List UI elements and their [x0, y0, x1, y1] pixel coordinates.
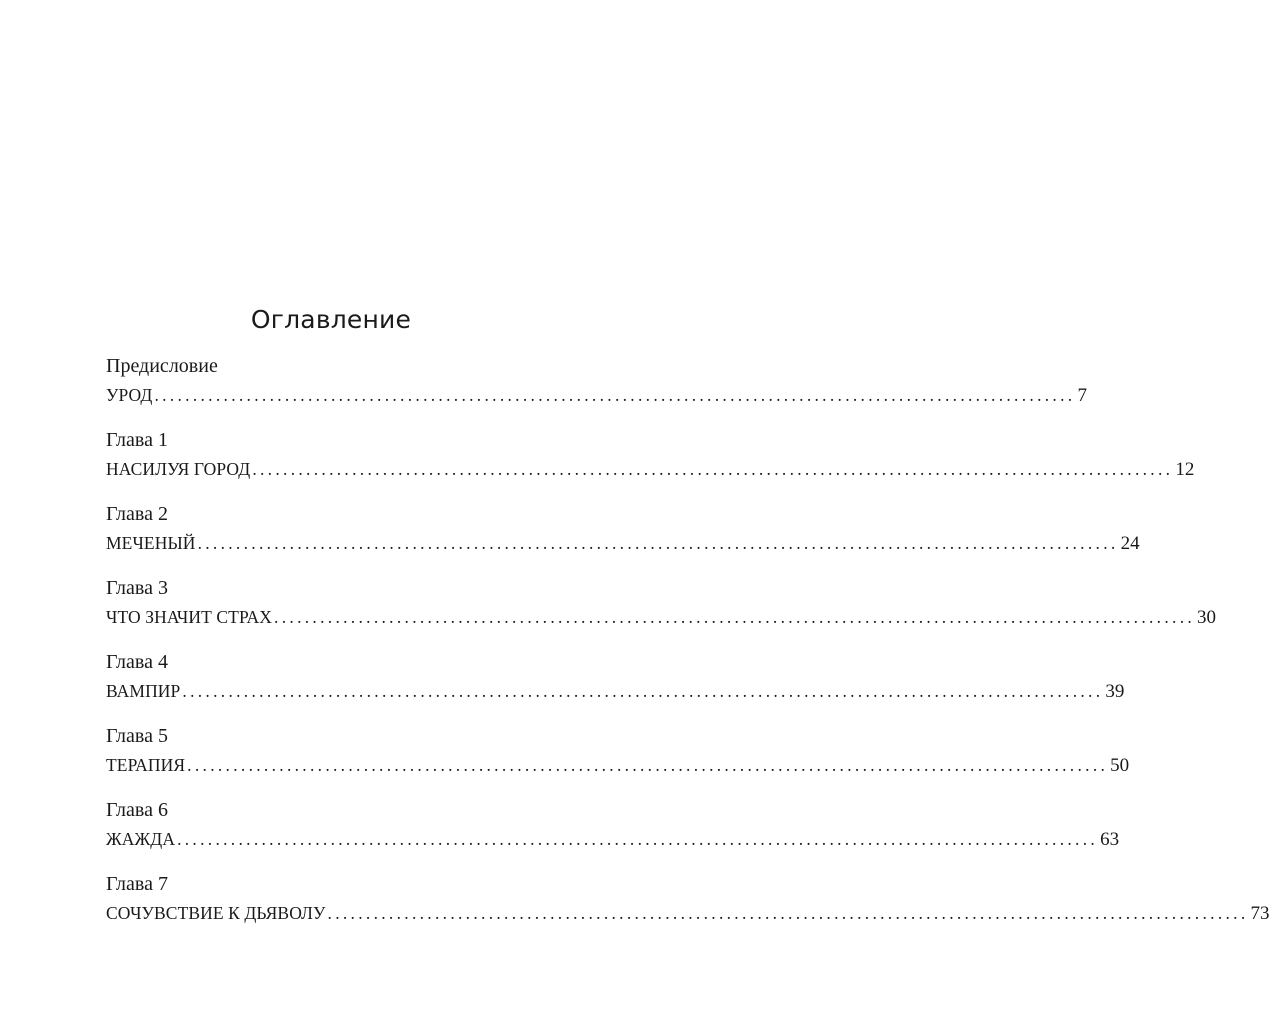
toc-entry-line	[106, 382, 1087, 412]
toc-entry-label: Глава 5	[106, 725, 168, 747]
toc-entry-label: Глава 7	[106, 873, 168, 895]
toc-entry-name: СОЧУВСТВИЕ К ДЬЯВОЛУ	[106, 903, 326, 923]
toc-entry-name: ЧТО ЗНАЧИТ СТРАХ	[106, 607, 273, 627]
dot-leader: ........................................................................................................................	[154, 385, 1076, 405]
toc-entry-page: 7	[1077, 385, 1087, 406]
toc-entry-page: 39	[1105, 681, 1125, 702]
toc-entry-label: Глава 1	[106, 429, 168, 451]
toc-entry-page: 12	[1175, 459, 1195, 480]
toc-entry-line	[106, 900, 1270, 930]
toc-entry-chapter-7	[106, 870, 1270, 944]
toc-entry-name: ТЕРАПИЯ	[106, 755, 186, 775]
toc-entry-name: ЖАЖДА	[106, 829, 176, 849]
toc-entry-chapter-4	[106, 648, 1125, 722]
toc-entry-label: Глава 4	[106, 651, 168, 673]
toc-entry-line	[106, 530, 1140, 560]
toc-entry-name: НАСИЛУЯ ГОРОД	[106, 459, 251, 479]
dot-leader: ........................................................................................................................	[197, 533, 1119, 553]
toc-entry-name: УРОД	[106, 385, 153, 405]
toc-entry-label: Глава 2	[106, 503, 168, 525]
toc-entry-preface	[106, 352, 1087, 426]
toc-entry-label: Глава 3	[106, 577, 168, 599]
toc-entry-line	[106, 456, 1195, 486]
toc-entry-chapter-1	[106, 426, 1195, 500]
dot-leader: ........................................................................................................................	[252, 459, 1174, 479]
dot-leader: ........................................................................................................................	[274, 607, 1196, 627]
dot-leader: ........................................................................................................................	[327, 903, 1249, 923]
toc-entry-name: МЕЧЕНЫЙ	[106, 533, 196, 553]
toc-list	[106, 352, 1270, 944]
dot-leader: ........................................................................................................................	[177, 829, 1099, 849]
toc-entry-chapter-5	[106, 722, 1130, 796]
toc-entry-chapter-3	[106, 574, 1217, 648]
dot-leader: ........................................................................................................................	[187, 755, 1109, 775]
toc-entry-line	[106, 752, 1130, 782]
toc-entry-page: 73	[1250, 903, 1270, 924]
toc-entry-chapter-2	[106, 500, 1140, 574]
toc-title: Оглавление	[250, 305, 412, 334]
toc-entry-name: ВАМПИР	[106, 681, 181, 701]
toc-entry-page: 24	[1120, 533, 1140, 554]
toc-entry-line	[106, 678, 1125, 708]
toc-entry-label: Предисловие	[106, 355, 218, 377]
toc-entry-chapter-6	[106, 796, 1120, 870]
toc-entry-line	[106, 826, 1120, 856]
dot-leader: ........................................................................................................................	[182, 681, 1104, 701]
toc-entry-label: Глава 6	[106, 799, 168, 821]
toc-entry-page: 63	[1100, 829, 1120, 850]
toc-entry-line	[106, 604, 1217, 634]
toc-entry-page: 50	[1110, 755, 1130, 776]
toc-entry-page: 30	[1197, 607, 1217, 628]
